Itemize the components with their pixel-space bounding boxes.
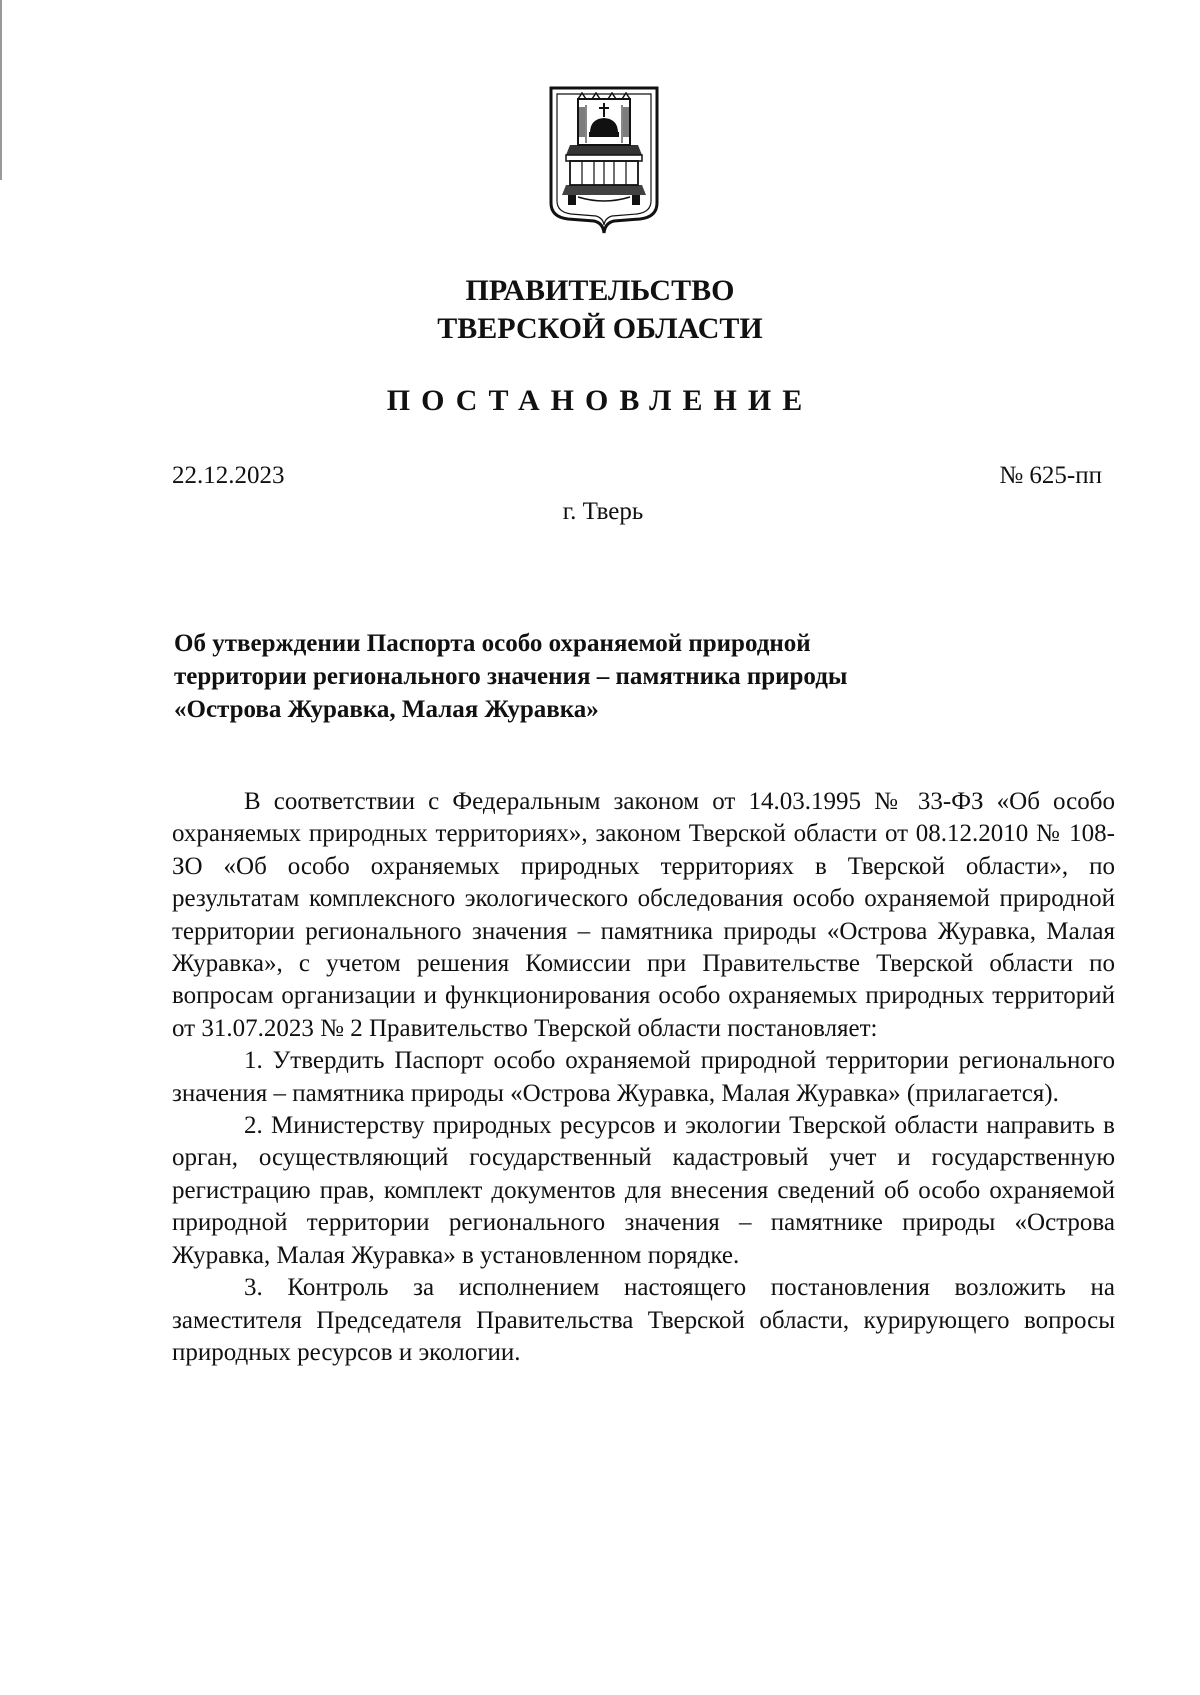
body-paragraph-item-3: 3. Контроль за исполнением настоящего постановления возложить на заместителя Председателя Правительства Тверской области, курирующего вопросы природных ресурсов и экологии. bbox=[172, 1274, 1115, 1366]
body-paragraph-item-1: 1. Утвердить Паспорт особо охраняемой природной территории регионального значения – памятника природы «Острова Журавка, Малая Журавка» (прилагается). bbox=[172, 1047, 1115, 1107]
scan-edge-line bbox=[0, 0, 2, 180]
document-type: ПОСТАНОВЛЕНИЕ bbox=[386, 384, 814, 417]
organization-name-line-1: ПРАВИТЕЛЬСТВО bbox=[465, 274, 735, 307]
organization-name-line-2: ТВЕРСКОЙ ОБЛАСТИ bbox=[437, 312, 763, 345]
body-paragraph-item-2: 2. Министерству природных ресурсов и экологии Тверской области направить в орган, осуществляющий государственный кадастровый учет и государственную регистрацию прав, комплект документов для внесения сведений об особо охраняемой природной территории регионального значения – памятнике природы «Острова Журавка, Малая Журавка» в установленном порядке. bbox=[172, 1112, 1115, 1269]
document-heading-line-3: «Острова Журавка, Малая Журавка» bbox=[174, 696, 599, 723]
document-heading-line-1: Об утверждении Паспорта особо охраняемой природной bbox=[174, 630, 811, 657]
body-paragraph-preamble: В соответствии с Федеральным законом от 14.03.1995 № 33-ФЗ «Об особо охраняемых природных территориях», законом Тверской области от 08.12.2010 № 108-ЗО «Об особо охраняемых природных территориях в Тверской области», по результатам комплексного экологического обследования особо охраняемой природной территории регионального значения – памятника природы «Острова Журавка, Малая Журавка», с учетом решения Комиссии при Правительстве Тверской области по вопросам организации и функционирования особо охраняемых природных территорий от 31.07.2023 № 2 Правительство Тверской области постановляет: bbox=[172, 788, 1115, 1042]
document-heading-line-2: территории регионального значения – памятника природы bbox=[174, 663, 848, 690]
document-heading bbox=[174, 627, 1074, 726]
document-city: г. Тверь bbox=[562, 498, 644, 525]
tver-coat-of-arms-icon bbox=[548, 85, 660, 235]
document-body bbox=[172, 786, 1115, 1369]
document-number: № 625-пп bbox=[999, 462, 1102, 489]
document-date: 22.12.2023 bbox=[172, 462, 285, 489]
